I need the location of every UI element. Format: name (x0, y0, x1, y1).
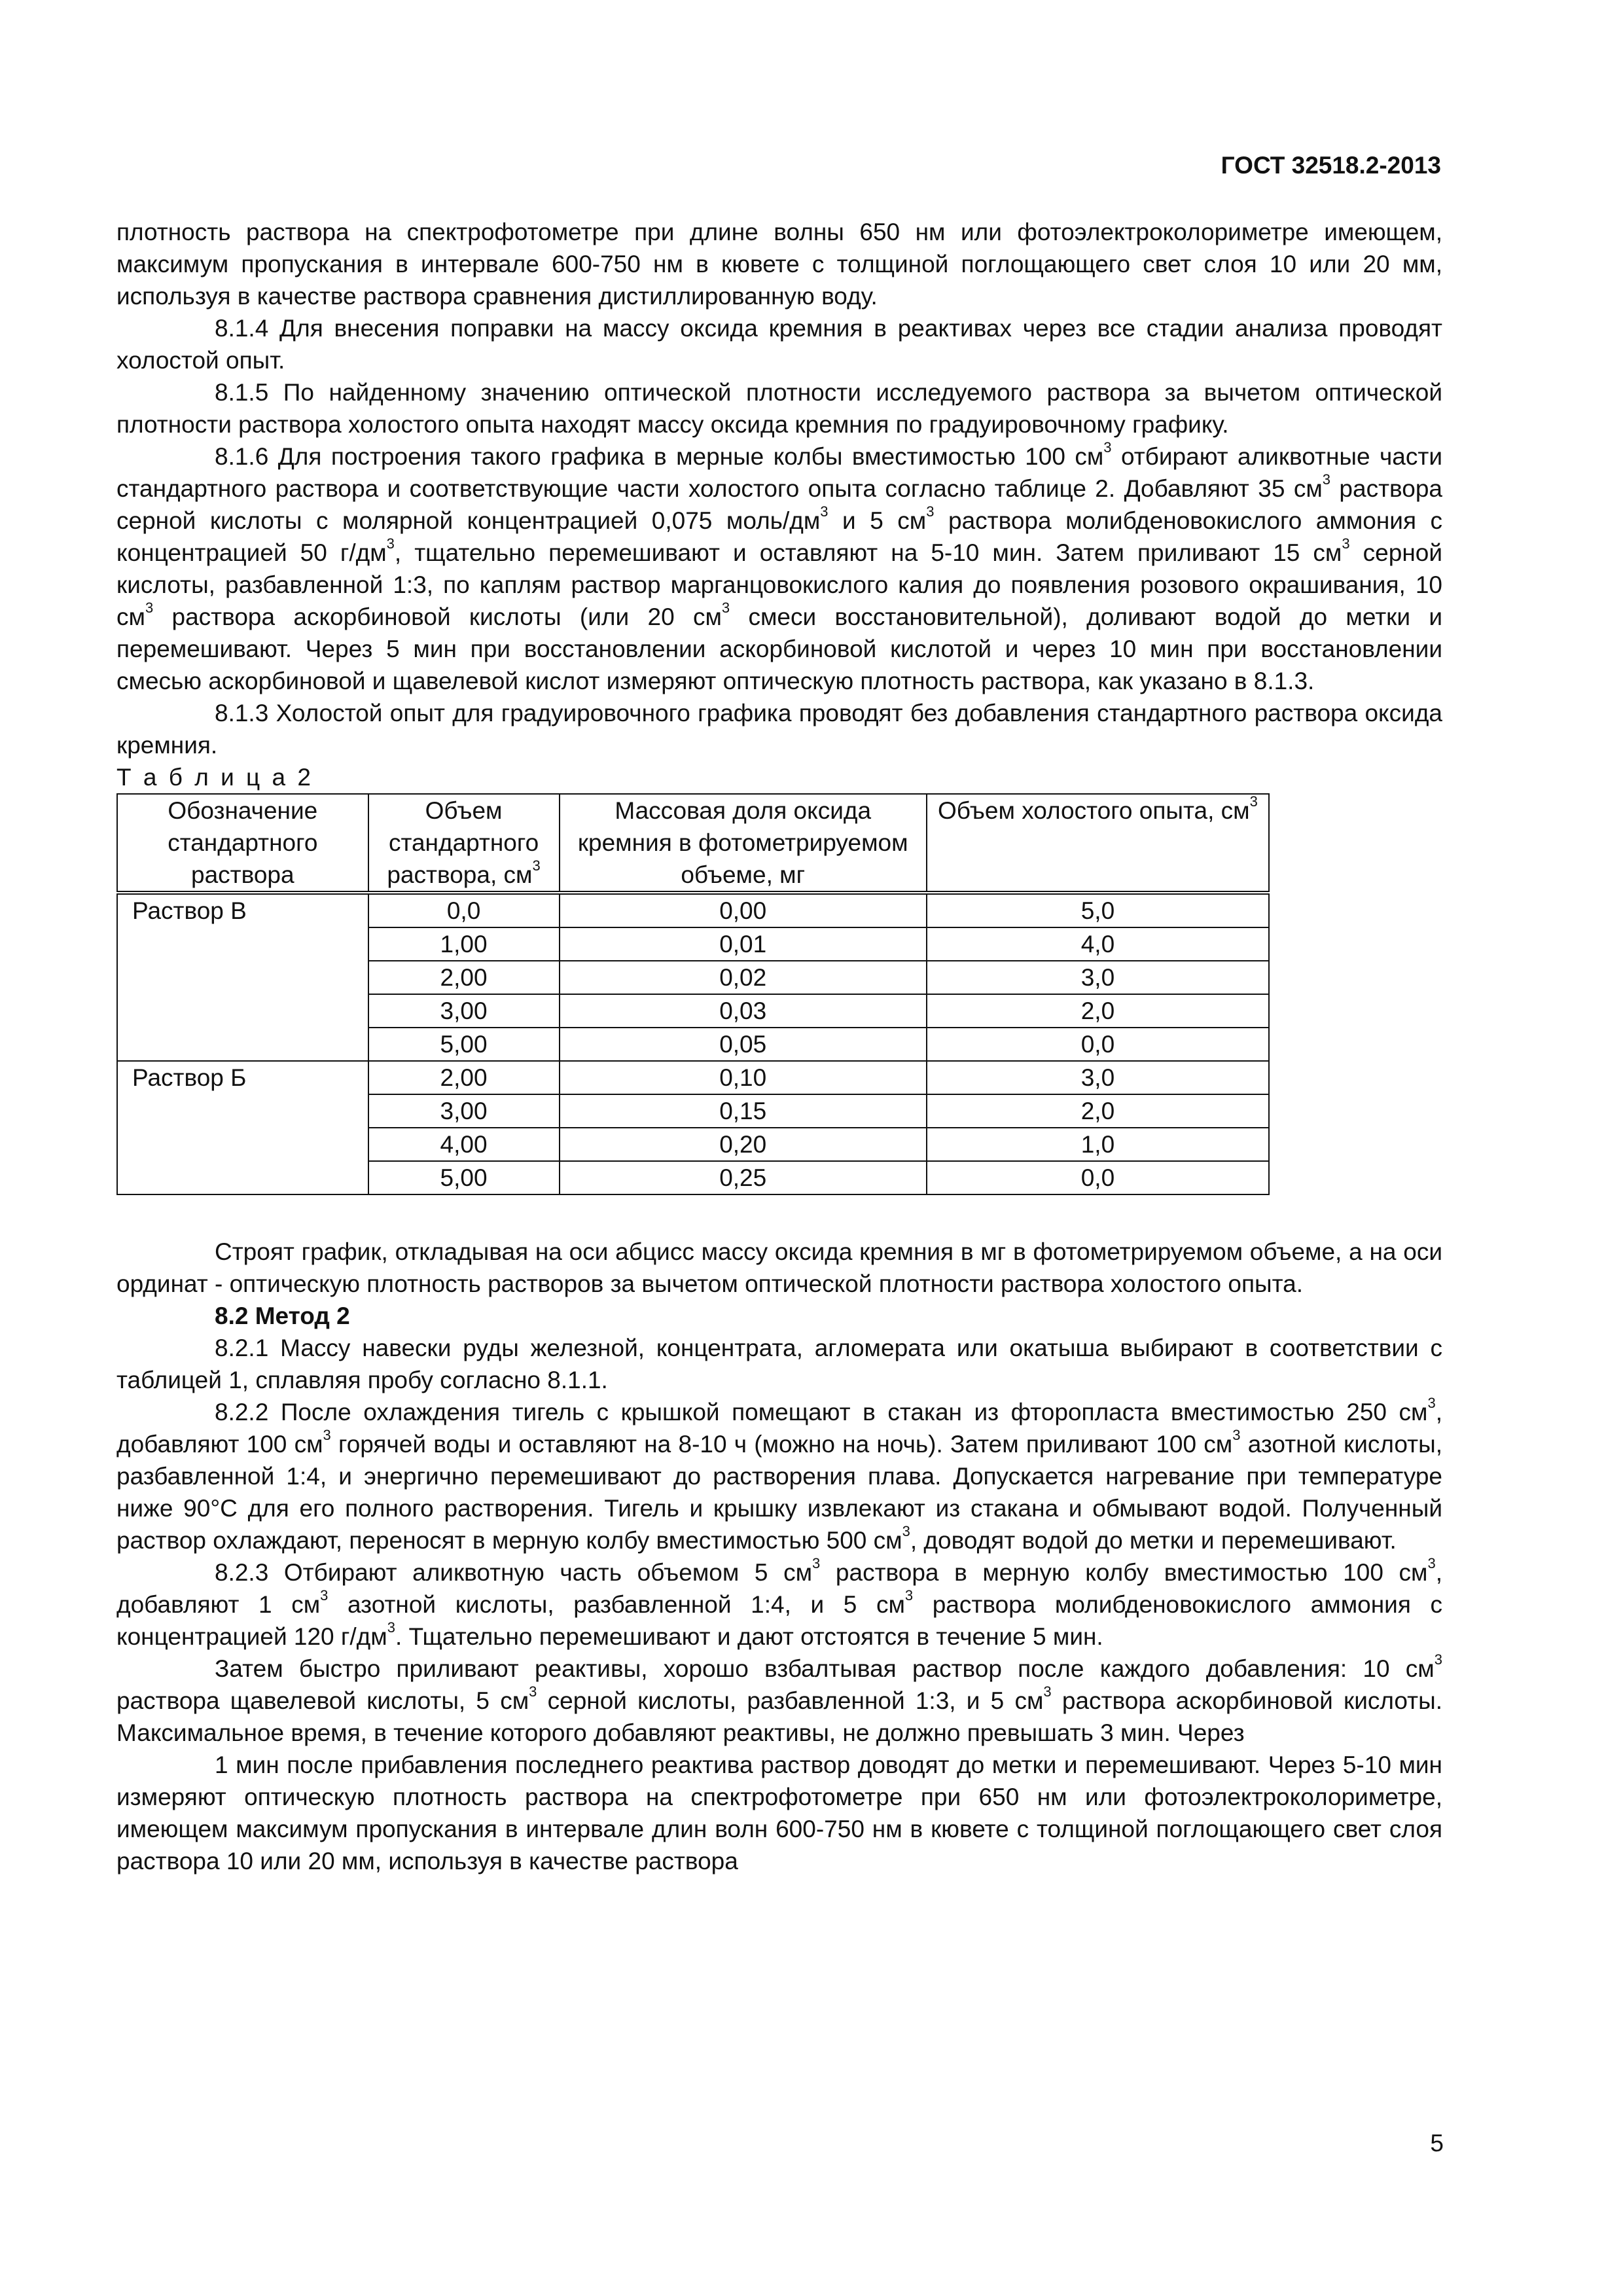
table-row (117, 893, 1269, 927)
table-cell: 2,0 (927, 1094, 1269, 1128)
page-number: 5 (1430, 2130, 1444, 2157)
table-cell: 0,0 (927, 1161, 1269, 1194)
table-cell: 5,00 (368, 1161, 560, 1194)
table-cell: 0,0 (927, 1028, 1269, 1061)
table-cell: 5,0 (927, 893, 1269, 927)
document-header: ГОСТ 32518.2-2013 (1221, 152, 1441, 179)
paragraph-reagents: Затем быстро приливают реактивы, хорошо взбалтывая раствор после каждого добавления: 10 $см^3$ раствора щавелевой кислоты, 5 $см^3$ серной кислоты, разбавленной 1:3, и 5 $см^3$ раствора аскорбиновой кислоты. Максимальное время, в течение которого добавляют реактивы, не должно превышать 3 мин. Через (116, 1651, 1442, 1746)
table-header-cell: Объем холостого опыта, $см^3$ (927, 794, 1269, 893)
table-cell: 0,10 (560, 1061, 927, 1094)
table-header-cell: Объем стандартного раствора, $см^3$ (368, 794, 560, 893)
table-header-cell: Обозначение стандартного раствора (117, 794, 368, 893)
table-cell: 0,0 (368, 893, 560, 927)
paragraph-8-1-4: 8.1.4 Для внесения поправки на массу оксида кремния в реактивах через все стадии анализа проводят холостой опыт. (116, 315, 1442, 374)
table-cell: 0,02 (560, 961, 927, 994)
paragraph-8-2-2: 8.2.2 После охлаждения тигель с крышкой помещают в стакан из фторопласта вместимостью 250 $см^3$, добавляют 100 $см^3$ горячей воды и оставляют на 8-10 ч (можно на ночь). Затем приливают 100 $см^3$ азотной кислоты, разбавленной 1:4, и энергично перемешивают до растворения плава. Допускается нагревание при температуре ниже 90°С для его полного растворения. Тигель и крышку извлекают из стакана и обмывают водой. Полученный раствор охлаждают, переносят в мерную колбу вместимостью 500 $см^3$, доводят водой до метки и перемешивают. (116, 1394, 1442, 1554)
paragraph-graph: Строят график, откладывая на оси абцисс массу оксида кремния в мг в фотометрируемом объеме, а на оси ординат - оптическую плотность растворов за вычетом оптической плотности раствора холостого опыта. (116, 1238, 1442, 1297)
table-cell: 3,00 (368, 1094, 560, 1128)
table-cell: 2,00 (368, 1061, 560, 1094)
paragraph-8-2-1: 8.2.1 Массу навески руды железной, концентрата, агломерата или окатыша выбирают в соответствии с таблицей 1, сплавляя пробу согласно 8.1.1. (116, 1335, 1442, 1393)
table-group-label: Раствор Б (117, 1061, 368, 1194)
table-cell: 4,0 (927, 927, 1269, 961)
table-2 (116, 793, 1270, 1195)
table-cell: 1,0 (927, 1128, 1269, 1161)
table-cell: 0,01 (560, 927, 927, 961)
table-cell: 1,00 (368, 927, 560, 961)
section-heading-8-2: 8.2 Метод 2 (215, 1302, 350, 1329)
paragraph-8-1-5: 8.1.5 По найденному значению оптической плотности исследуемого раствора за вычетом оптической плотности раствора холостого опыта находят массу оксида кремния по градуировочному графику. (116, 379, 1442, 438)
table-cell: 5,00 (368, 1028, 560, 1061)
table-cell: 3,0 (927, 961, 1269, 994)
table-header-row (117, 794, 1269, 893)
table-cell: 4,00 (368, 1128, 560, 1161)
table-cell: 0,20 (560, 1128, 927, 1161)
table-cell: 2,00 (368, 961, 560, 994)
table-cell: 2,0 (927, 994, 1269, 1028)
table-cell: 0,05 (560, 1028, 927, 1061)
paragraph-continuation: плотность раствора на спектрофотометре при длине волны 650 нм или фотоэлектроколориметре имеющем, максимум пропускания в интервале 600-750 нм в кювете с толщиной поглощающего свет слоя 10 или 20 мм, используя в качестве раствора сравнения дистиллированную воду. (116, 219, 1442, 310)
table-cell: 0,00 (560, 893, 927, 927)
table-caption: Т а б л и ц а 2 (116, 764, 313, 791)
table-row (117, 1061, 1269, 1094)
paragraph-8-1-6: 8.1.6 Для построения такого графика в мерные колбы вместимостью 100 $см^3$ отбирают аликвотные части стандартного раствора и соответствующие части холостого опыта согласно таблице 2. Добавляют 35 $см^3$ раствора серной кислоты с молярной концентрацией 0,075 моль/$дм^3$ и 5 $см^3$ раствора молибденовокислого аммония с концентрацией 50 $г/дм^3$, тщательно перемешивают и оставляют на 5-10 мин. Затем приливают 15 $см^3$ серной кислоты, разбавленной 1:3, по каплям раствор марганцовокислого калия до появления розового окрашивания, 10 $см^3$ раствора аскорбиновой кислоты (или 20 $см^3$ смеси восстановительной), доливают водой до метки и перемешивают. Через 5 мин при восстановлении аскорбиновой кислотой и через 10 мин при восстановлении смесью аскорбиновой и щавелевой кислот измеряют оптическую плотность раствора, как указано в 8.1.3. (116, 439, 1442, 694)
table-cell: 0,15 (560, 1094, 927, 1128)
table-cell: 0,03 (560, 994, 927, 1028)
document-body (116, 216, 1442, 1877)
table-group-label: Раствор В (117, 893, 368, 1061)
table-cell: 0,25 (560, 1161, 927, 1194)
paragraph-8-1-3: 8.1.3 Холостой опыт для градуировочного графика проводят без добавления стандартного раствора оксида кремния. (116, 700, 1442, 759)
table-cell: 3,0 (927, 1061, 1269, 1094)
table-header-cell: Массовая доля оксида кремния в фотометрируемом объеме, мг (560, 794, 927, 893)
paragraph-measurement: 1 мин после прибавления последнего реактива раствор доводят до метки и перемешивают. Через 5-10 мин измеряют оптическую плотность раствора на спектрофотометре при 650 нм или фотоэлектроколориметре, имеющем максимум пропускания в интервале длин волн 600-750 нм в кювете с толщиной поглощающего свет слоя раствора 10 или 20 мм, используя в качестве раствора (116, 1751, 1442, 1874)
table-cell: 3,00 (368, 994, 560, 1028)
paragraph-8-2-3: 8.2.3 Отбирают аликвотную часть объемом 5 $см^3$ раствора в мерную колбу вместимостью 100 $см^3$, добавляют 1 $см^3$ азотной кислоты, разбавленной 1:4, и 5 $см^3$ раствора молибденовокислого аммония с концентрацией 120 $г/дм^3$. Тщательно перемешивают и дают отстоятся в течение 5 мин. (116, 1554, 1442, 1650)
